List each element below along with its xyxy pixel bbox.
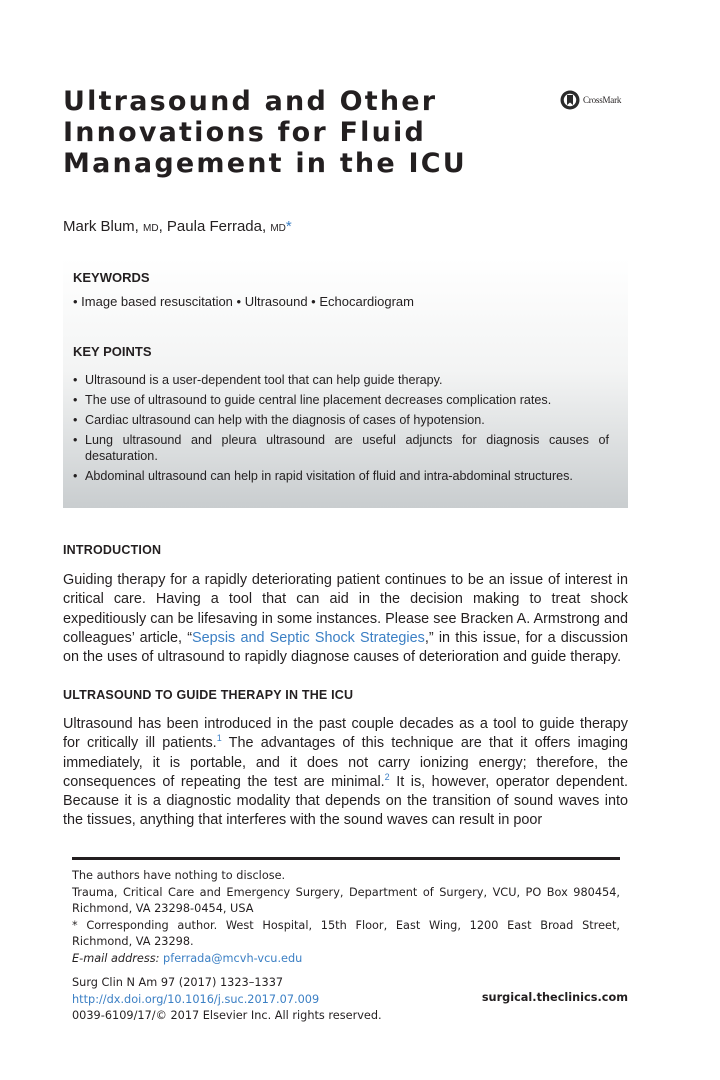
- key-points-heading: KEY POINTS: [73, 344, 152, 359]
- key-point-item: • Ultrasound is a user-dependent tool that can help guide therapy.: [73, 372, 609, 388]
- article-link[interactable]: Sepsis and Septic Shock Strategies: [192, 629, 425, 646]
- journal-info: [72, 975, 382, 1025]
- email-label: E-mail address:: [72, 951, 160, 965]
- author-degree: MD: [270, 223, 286, 234]
- affiliation-note: Trauma, Critical Care and Emergency Surgery, Department of Surgery, VCU, PO Box 980454, Richmond, VA 23298-0454, USA: [72, 885, 620, 915]
- footnote-divider: [72, 857, 620, 860]
- introduction-paragraph: [63, 571, 628, 667]
- keywords-list: • Image based resuscitation • Ultrasound • Echocardiogram: [73, 294, 414, 309]
- intro-text: Guiding therapy for a rapidly deteriorating patient continues to be an issue of interest in critical care. Having a tool that can aid in the decision making to treat shock expeditiously can be lifesaving in some instances. Please see Bracken A. Armstrong and colleagues’ article, “: [63, 572, 628, 646]
- author-name: Mark Blum,: [63, 218, 144, 235]
- author-degree: MD: [143, 223, 159, 234]
- journal-website-link[interactable]: surgical.theclinics.com: [481, 991, 628, 1004]
- section-heading: ULTRASOUND TO GUIDE THERAPY IN THE ICU: [63, 688, 354, 702]
- citation: Surg Clin N Am 97 (2017) 1323–1337: [72, 976, 284, 989]
- key-point-item: • Cardiac ultrasound can help with the diagnosis of cases of hypotension.: [73, 412, 609, 428]
- keywords-box: [63, 258, 628, 508]
- key-point-item: • The use of ultrasound to guide central line placement decreases complication rates.: [73, 392, 609, 408]
- key-point-item: • Abdominal ultrasound can help in rapid visitation of fluid and intra-abdominal structures.: [73, 468, 609, 484]
- crossmark-icon: [560, 90, 580, 110]
- email-line: [72, 951, 620, 968]
- introduction-heading: INTRODUCTION: [63, 543, 162, 557]
- footnotes: [72, 868, 620, 967]
- body-paragraph: [63, 715, 628, 831]
- key-points-list: [73, 372, 609, 488]
- author-separator: ,: [158, 218, 167, 235]
- intro-text: ,” in this issue, for a discussion on the uses of ultrasound to rapidly diagnose causes of deterioration and guide therapy.: [63, 629, 628, 666]
- author-name: Paula Ferrada,: [166, 218, 271, 235]
- corresponding-note: * Corresponding author. West Hospital, 15th Floor, East Wing, 1200 East Broad Street, Richmond, VA 23298.: [72, 918, 620, 948]
- keywords-heading: KEYWORDS: [73, 270, 150, 285]
- email-link[interactable]: pferrada@mcvh-vcu.edu: [163, 951, 303, 965]
- body-text: Ultrasound has been introduced in the past couple decades as a tool to guide therapy for critically ill patients.: [63, 716, 628, 752]
- copyright: 0039-6109/17/© 2017 Elsevier Inc. All rights reserved.: [72, 1009, 382, 1022]
- doi-link[interactable]: http://dx.doi.org/10.1016/j.suc.2017.07.009: [72, 992, 320, 1006]
- author-line: [63, 218, 292, 235]
- body-text: It is, however, operator dependent. Because it is a diagnostic modality that depends on the transition of sound waves into the tissues, anything that interferes with the sound waves can result in poor: [63, 773, 628, 829]
- reference-link[interactable]: 1: [216, 733, 222, 744]
- corresponding-author-link[interactable]: *: [285, 218, 292, 235]
- disclosure-note: The authors have nothing to disclose.: [72, 869, 286, 882]
- crossmark-label: CrossMark: [583, 95, 622, 105]
- crossmark-badge[interactable]: [560, 90, 621, 110]
- reference-link[interactable]: 2: [384, 772, 390, 783]
- key-point-item: • Lung ultrasound and pleura ultrasound are useful adjuncts for diagnosis causes of desaturation.: [73, 432, 609, 464]
- article-title: Ultrasound and Other Innovations for Fluid Management in the ICU: [63, 86, 467, 179]
- body-text: The advantages of this technique are that it offers imaging immediately, it is portable, and it does not carry ionizing energy; therefore, the consequences of repeating the test are minimal.: [63, 735, 628, 790]
